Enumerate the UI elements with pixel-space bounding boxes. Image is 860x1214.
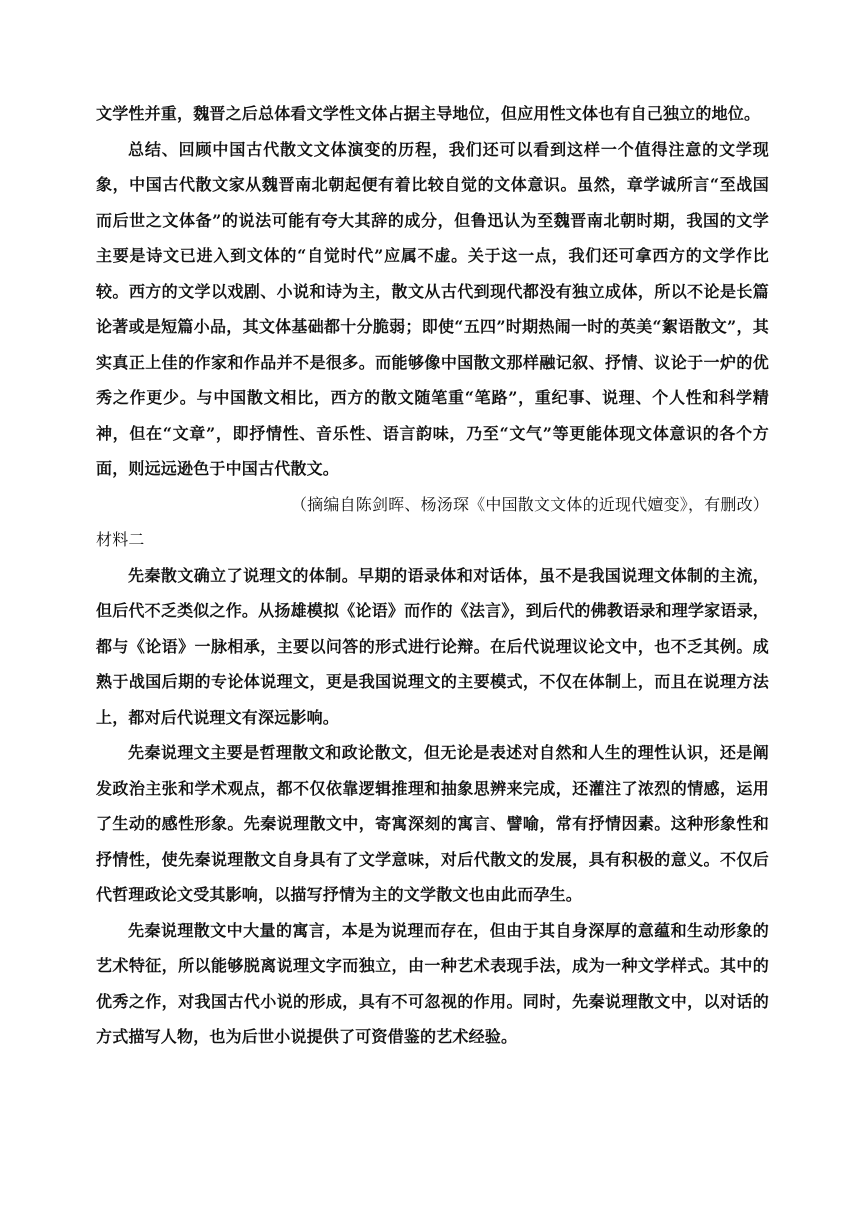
paragraph-summary: 总结、回顾中国古代散文文体演变的历程，我们还可以看到这样一个值得注意的文学现象，中国古代散文家从魏晋南北朝起便有着比较自觉的文体意识。虽然，章学诚所言“至战国而后世之文体备”的说法可能有夸大其辞的成分，但鲁迅认为至魏晋南北朝时期，我国的文学主要是诗文已进入到文体的“自觉时代”应属不虚。关于这一点，我们还可拿西方的文学作比较。西方的文学以戏剧、小说和诗为主，散文从古代到现代都没有独立成体，所以不论是长篇论著或是短篇小品，其文体基础都十分脆弱；即使“五四”时期热闹一时的英美“絮语散文”，其实真正上佳的作家和作品并不是很多。而能够像中国散文那样融记叙、抒情、议论于一炉的优秀之作更少。与中国散文相比，西方的散文随笔重“笔路”，重纪事、说理、个人性和科学精神，但在“文章”，即抒情性、音乐性、语言韵味，乃至“文气”等更能体现文体意识的各个方面，则远远逊色于中国古代散文。 (96, 139, 769, 478)
section-heading-material-two: 材料二 (96, 530, 145, 549)
paragraph-item: 先秦散文确立了说理文的体制。早期的语录体和对话体，虽不是我国说理文体制的主流，但后代不乏类似之作。从扬雄模拟《论语》而作的《法言》，到后代的佛教语录和理学家语录，都与《论语》一脉相承，主要以问答的形式进行论辩。在后代说理议论文中，也不乏其例。成熟于战国后期的专论体说理文，更是我国说理文的主要模式，不仅在体制上，而且在说理方法上，都对后代说理文有深远影响。 (96, 565, 769, 727)
source-citation: （摘编自陈剑晖、杨汤琛《中国散文文体的近现代嬗变》，有删改） (290, 494, 769, 514)
paragraph-item: 先秦说理文主要是哲理散文和政论散文，但无论是表述对自然和人生的理性认识，还是阐发政治主张和学术观点，都不仅依靠逻辑推理和抽象思辨来完成，还灌注了浓烈的情感，运用了生动的感性形象。先秦说理散文中，寄寓深刻的寓言、譬喻，常有抒情因素。这种形象性和抒情性，使先秦说理散文自身具有了文学意味，对后代散文的发展，具有积极的意义。不仅后代哲理政论文受其影响，以描写抒情为主的文学散文也由此而孕生。 (96, 743, 769, 904)
article-body (96, 96, 769, 1055)
paragraph-item: 先秦说理散文中大量的寓言，本是为说理而存在，但由于其自身深厚的意蕴和生动形象的艺术特征，所以能够脱离说理文字而独立，由一种艺术表现手法，成为一种文学样式。其中的优秀之作，对我国古代小说的形成，具有不可忽视的作用。同时，先秦说理散文中，以对话的方式描写人物，也为后世小说提供了可资借鉴的艺术经验。 (96, 920, 769, 1046)
paragraph-continuation: 文学性并重，魏晋之后总体看文学性文体占据主导地位，但应用性文体也有自己独立的地位。 (96, 104, 761, 123)
